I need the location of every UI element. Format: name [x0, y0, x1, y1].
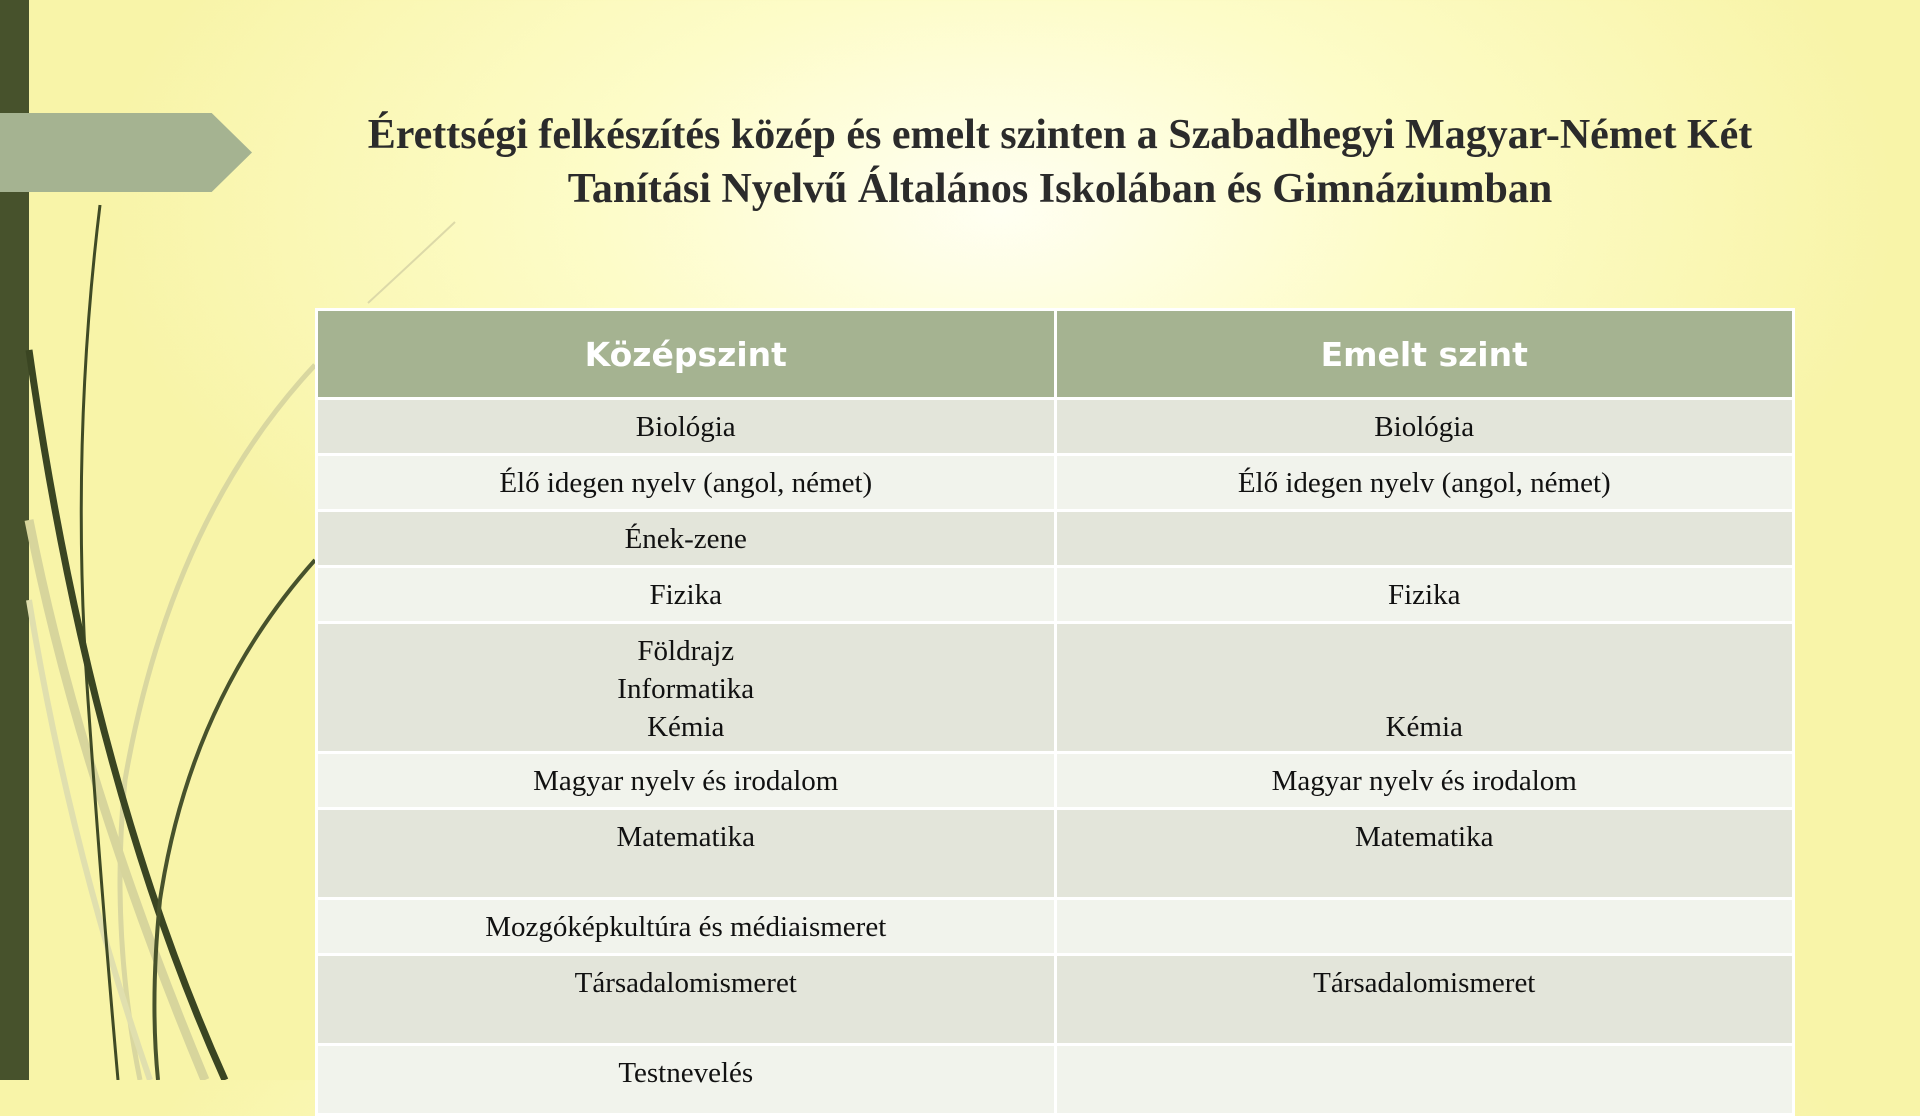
table-row — [317, 955, 1794, 1045]
header-emelt-szint: Emelt szint — [1055, 310, 1794, 399]
table-header-row — [317, 310, 1794, 399]
cell-kozepszint: Élő idegen nyelv (angol, német) — [317, 455, 1056, 511]
cell-emelt-szint: Fizika — [1055, 567, 1794, 623]
table-row — [317, 511, 1794, 567]
cell-kozepszint: Földrajz Informatika Kémia — [317, 623, 1056, 753]
table-row — [317, 567, 1794, 623]
cell-emelt-szint: Kémia — [1055, 623, 1794, 753]
cell-emelt-szint: Magyar nyelv és irodalom — [1055, 753, 1794, 809]
cell-kozepszint: Testnevelés — [317, 1045, 1056, 1115]
cell-kozepszint: Biológia — [317, 399, 1056, 455]
cell-emelt-szint: Matematika — [1055, 809, 1794, 899]
cell-emelt-szint: Élő idegen nyelv (angol, német) — [1055, 455, 1794, 511]
cell-kozepszint: Fizika — [317, 567, 1056, 623]
cell-emelt-szint — [1055, 899, 1794, 955]
header-kozepszint: Középszint — [317, 310, 1056, 399]
cell-emelt-szint — [1055, 511, 1794, 567]
table-row — [317, 623, 1794, 753]
cell-kozepszint: Társadalomismeret — [317, 955, 1056, 1045]
slide-title: Érettségi felkészítés közép és emelt szinten a Szabadhegyi Magyar-Német Két Tanítási Nyelvű Általános Iskolában és Gimnáziumban — [367, 112, 1753, 212]
cell-kozepszint: Magyar nyelv és irodalom — [317, 753, 1056, 809]
table-row — [317, 455, 1794, 511]
exam-subjects-table — [315, 308, 1795, 1116]
table-row — [317, 399, 1794, 455]
table-row — [317, 753, 1794, 809]
cell-kozepszint: Mozgóképkultúra és médiaismeret — [317, 899, 1056, 955]
table-row — [317, 899, 1794, 955]
cell-emelt-szint: Biológia — [1055, 399, 1794, 455]
cell-kozepszint: Matematika — [317, 809, 1056, 899]
table-row — [317, 809, 1794, 899]
cell-emelt-szint: Társadalomismeret — [1055, 955, 1794, 1045]
cell-kozepszint: Ének-zene — [317, 511, 1056, 567]
